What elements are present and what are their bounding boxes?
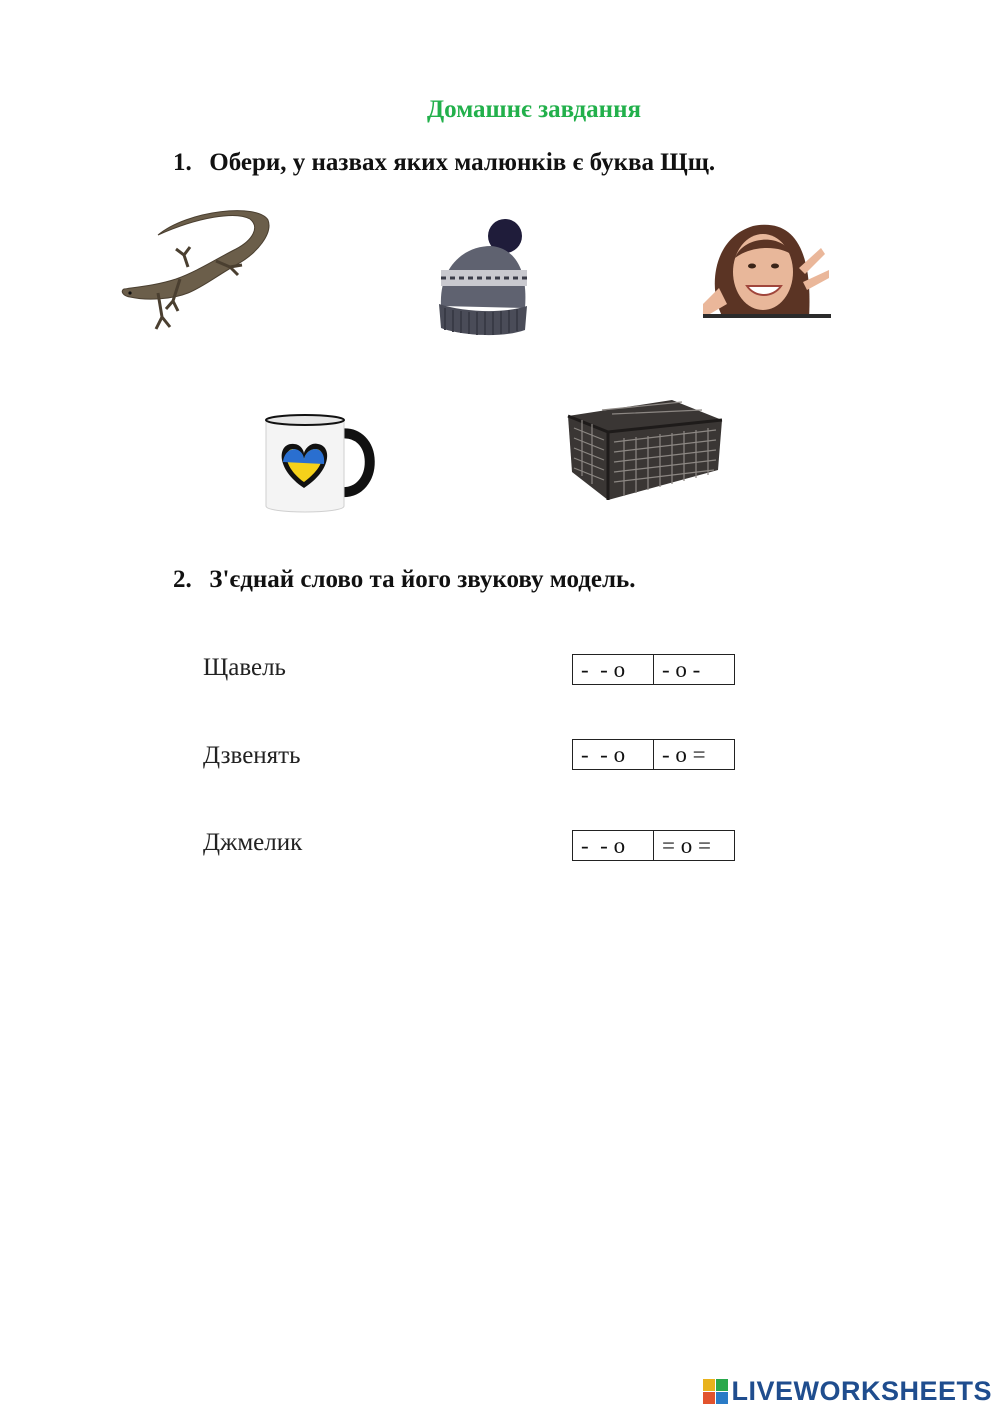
task-1-heading xyxy=(173,149,715,177)
plastic-crate-image[interactable] xyxy=(562,396,724,504)
word-1[interactable]: Щавель xyxy=(203,654,286,681)
lizard-image[interactable] xyxy=(118,205,273,335)
smiling-woman-pointing-cheeks-image[interactable] xyxy=(703,218,831,318)
word-3[interactable]: Джмелик xyxy=(203,829,303,856)
task-2-number: 2. xyxy=(173,566,192,593)
liveworksheets-logo-text: LIVEWORKSHEETS xyxy=(731,1376,992,1406)
knit-hat-image[interactable] xyxy=(433,218,533,340)
sound-model-1[interactable] xyxy=(572,654,735,685)
sound-model-1-part-1: - - о xyxy=(581,657,626,682)
task-1-number: 1. xyxy=(173,149,192,176)
task-1-text: Обери, у назвах яких малюнків є буква Щщ. xyxy=(209,149,716,176)
word-2[interactable]: Дзвенять xyxy=(203,742,301,769)
sound-model-1-part-2: - о - xyxy=(653,655,734,684)
sound-model-3-part-2: = о = xyxy=(653,831,734,860)
mug-with-ukrainian-heart-image[interactable] xyxy=(262,412,378,518)
sound-model-2-part-1: - - о xyxy=(581,742,626,767)
page-title: Домашнє завдання xyxy=(426,96,642,123)
sound-model-3-part-1: - - о xyxy=(581,833,626,858)
sound-model-2-part-2: - о = xyxy=(653,740,734,769)
task-2-heading xyxy=(173,566,635,594)
sound-model-2[interactable] xyxy=(572,739,735,770)
sound-model-3[interactable] xyxy=(572,830,735,861)
liveworksheets-logo-icon xyxy=(703,1379,728,1404)
liveworksheets-logo xyxy=(703,1376,992,1407)
task-2-text: З'єднай слово та його звукову модель. xyxy=(209,566,636,593)
